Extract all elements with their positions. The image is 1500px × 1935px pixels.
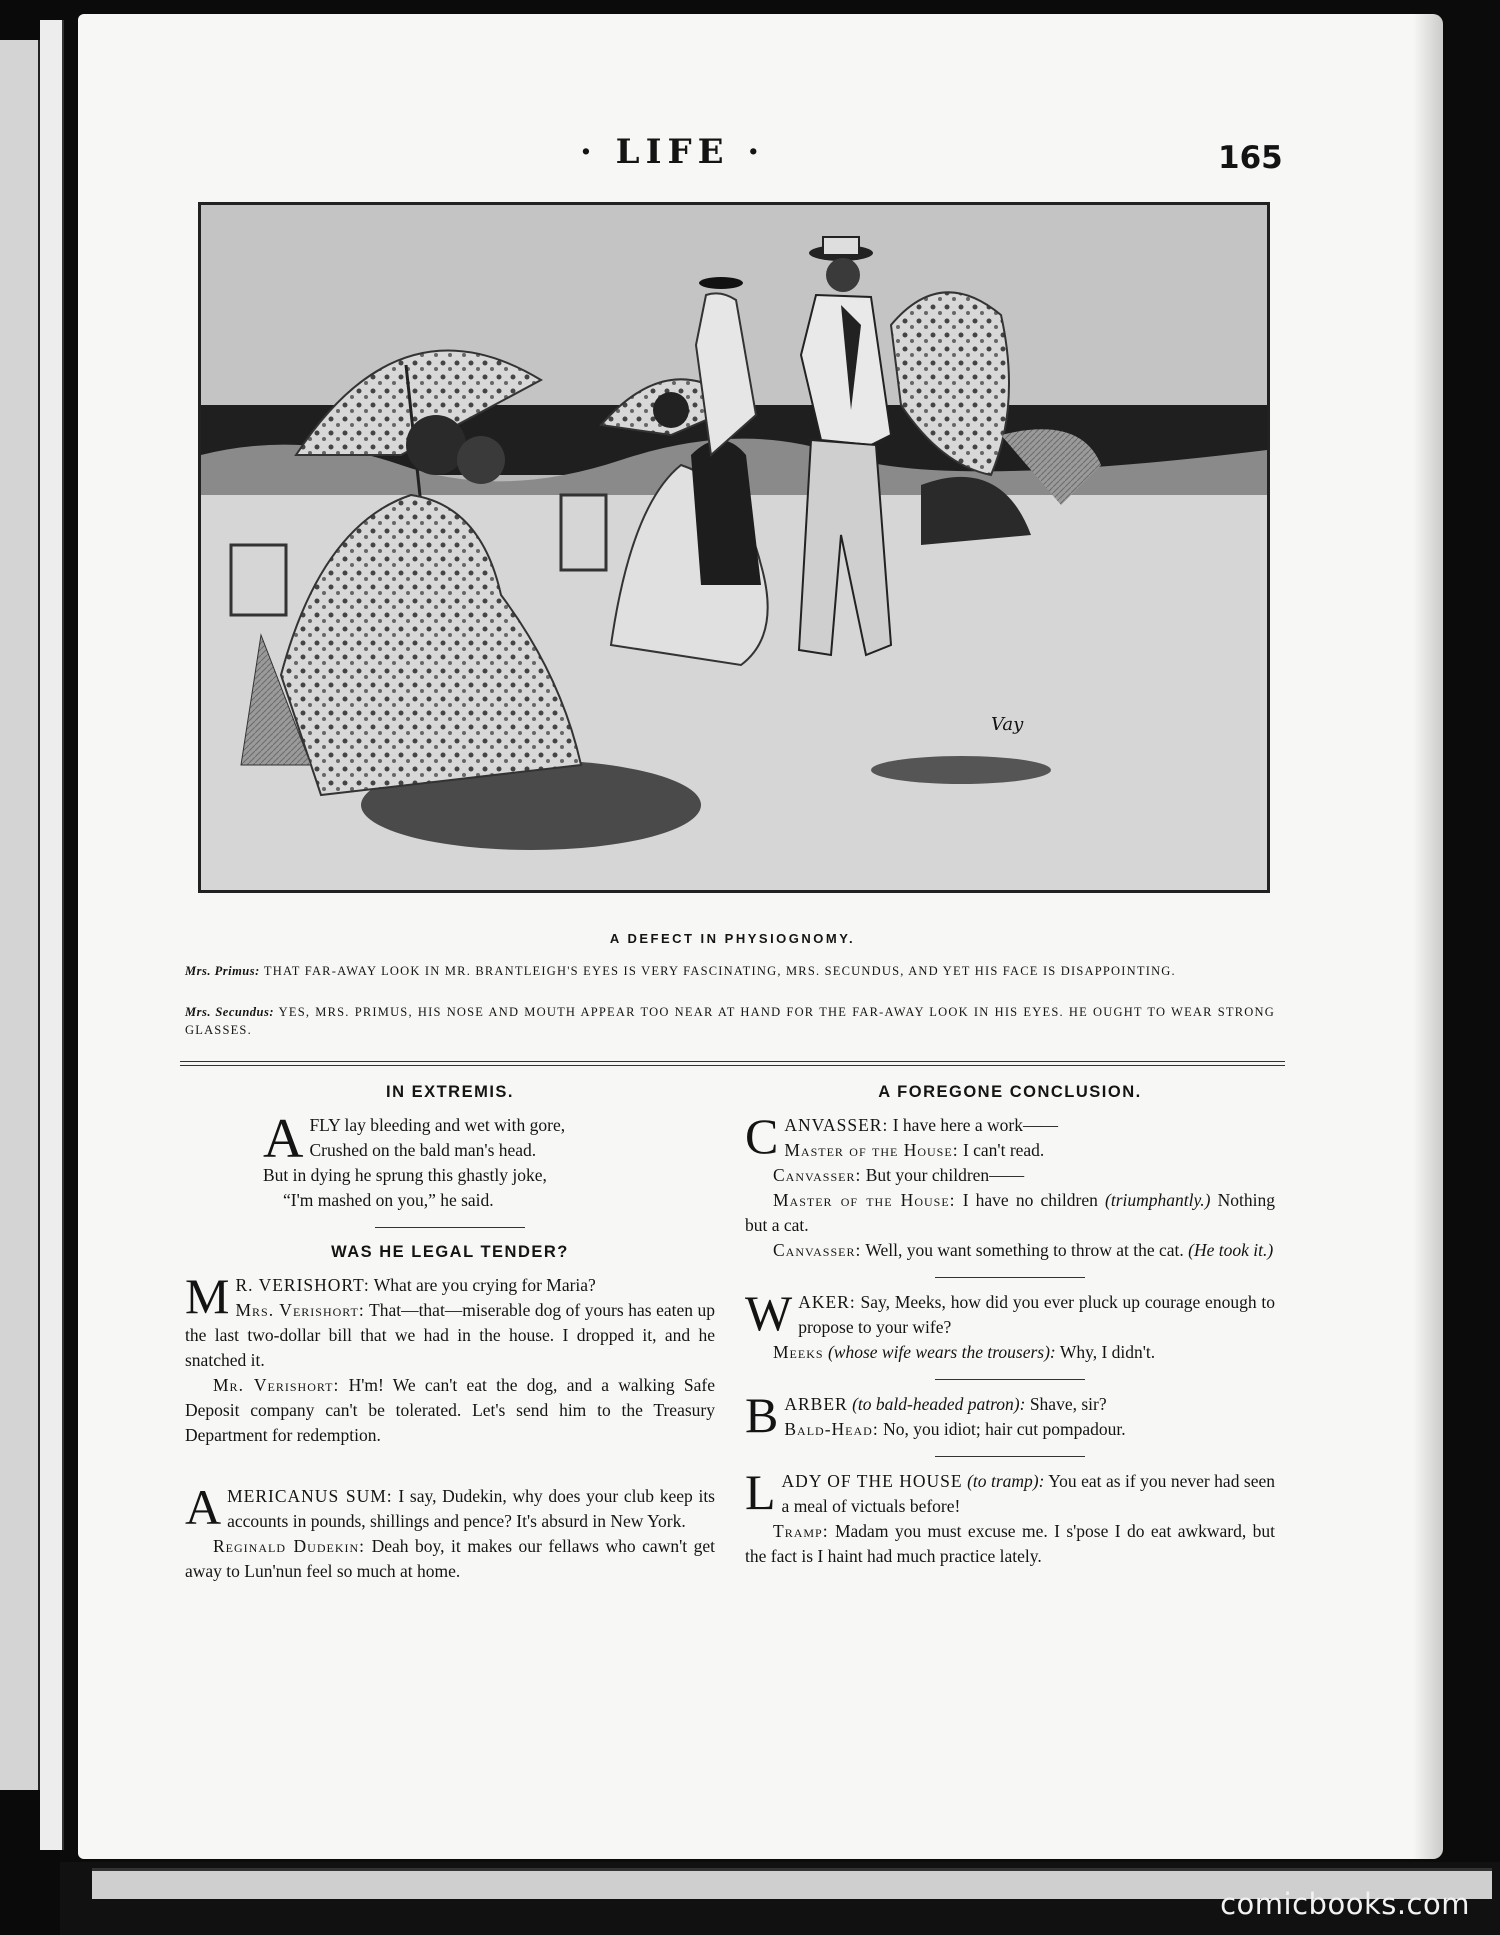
canvasser-speaker-3: Canvasser: bbox=[773, 1240, 862, 1260]
legal-speaker-1: R. VERISHORT: bbox=[235, 1275, 370, 1295]
previous-page-edge bbox=[0, 40, 41, 1790]
artist-signature: Vay bbox=[991, 714, 1024, 735]
master-speaker-2: Master of the House: bbox=[773, 1190, 956, 1210]
barber-paragraph bbox=[745, 1387, 1275, 1443]
caption-text-2: YES, MRS. PRIMUS, HIS NOSE AND MOUTH APPEAR TOO NEAR AT HAND FOR THE FAR-AWAY LOOK IN HIS EYES. HE OUGHT TO WEAR STRONG GLASSES. bbox=[185, 1005, 1275, 1037]
legal-text-2: That—that—miserable dog of yours has eaten up the last two-dollar bill that we had in the house. I dropped it, and he snatched it. bbox=[185, 1300, 716, 1370]
meeks-stage-direction: (whose wife wears the trousers): bbox=[827, 1342, 1056, 1362]
right-column bbox=[745, 1080, 1275, 1569]
poem-line-1: FLY lay bleeding and wet with gore, bbox=[309, 1115, 566, 1135]
poem-line-4: “I'm mashed on you,” he said. bbox=[283, 1190, 494, 1210]
poem-title: IN EXTREMIS. bbox=[385, 1083, 514, 1101]
lady-speaker: ADY OF THE HOUSE bbox=[781, 1471, 963, 1491]
section-rule bbox=[935, 1277, 1085, 1278]
waker-text: Say, Meeks, how did you ever pluck up courage enough to propose to your wife? bbox=[798, 1292, 1275, 1337]
master-stage-direction: (triumphantly.) bbox=[1105, 1190, 1211, 1210]
meeks-paragraph bbox=[745, 1340, 1275, 1365]
divider-rule-double bbox=[180, 1065, 1285, 1066]
canvasser-paragraph-3 bbox=[745, 1238, 1275, 1263]
bald-head-speaker: Bald-Head: bbox=[784, 1419, 879, 1439]
legal-text-1: What are you crying for Maria? bbox=[373, 1275, 596, 1295]
lady-drop-cap: L bbox=[745, 1464, 776, 1520]
tramp-speaker: Tramp: bbox=[773, 1521, 829, 1541]
legal-drop-cap: M bbox=[185, 1268, 230, 1324]
tramp-paragraph bbox=[745, 1519, 1275, 1569]
watermark: comicbooks.com bbox=[1220, 1887, 1470, 1921]
caption-speaker-1: Mrs. Primus: bbox=[185, 964, 260, 978]
master-text-1: I can't read. bbox=[962, 1140, 1045, 1160]
canvasser-text-2: But your children—— bbox=[865, 1165, 1025, 1185]
page-shadow bbox=[1413, 14, 1443, 1859]
poem-drop-cap: A bbox=[263, 1108, 304, 1170]
americanus-paragraph bbox=[185, 1479, 715, 1535]
dudekin-text: Deah boy, it makes our fellaws who cawn't get away to Lun'nun feel so much at home. bbox=[185, 1536, 716, 1581]
binding-edge bbox=[40, 20, 64, 1850]
canvasser-text-1: I have here a work—— bbox=[892, 1115, 1058, 1135]
americanus-speaker: MERICANUS SUM: bbox=[227, 1486, 393, 1506]
waker-drop-cap: W bbox=[745, 1285, 793, 1341]
legal-tender-title: WAS HE LEGAL TENDER? bbox=[331, 1243, 569, 1261]
section-rule bbox=[375, 1227, 525, 1228]
master-text-2a: I have no children bbox=[962, 1190, 1098, 1210]
caption-line-2 bbox=[185, 1003, 1275, 1039]
waker-paragraph bbox=[745, 1285, 1275, 1341]
canvasser-stage-direction: (He took it.) bbox=[1188, 1240, 1274, 1260]
tramp-text: Madam you must excuse me. I s'pose I do eat awkward, but the fact is I haint had much practice lately. bbox=[745, 1521, 1276, 1566]
master-text-2b: Nothing but a cat. bbox=[745, 1190, 1276, 1235]
barber-drop-cap: B bbox=[745, 1387, 779, 1443]
caption-title: A DEFECT IN PHYSIOGNOMY. bbox=[609, 931, 856, 946]
legal-speaker-3: Mr. Verishort: bbox=[213, 1375, 340, 1395]
waker-speaker: AKER: bbox=[798, 1292, 856, 1312]
meeks-text: Why, I didn't. bbox=[1059, 1342, 1156, 1362]
illustration-drawing bbox=[201, 205, 1267, 890]
legal-speaker-2: Mrs. Verishort: bbox=[235, 1300, 365, 1320]
legal-paragraph-3 bbox=[185, 1373, 715, 1448]
lady-text: You eat as if you never had seen a meal of victuals before! bbox=[781, 1471, 1276, 1516]
foregone-title: A FOREGONE CONCLUSION. bbox=[878, 1083, 1142, 1101]
lady-paragraph bbox=[745, 1464, 1276, 1520]
master-speaker-1: Master of the House: bbox=[784, 1140, 959, 1160]
cartoon-illustration bbox=[198, 202, 1270, 893]
lady-stage-direction: (to tramp): bbox=[967, 1471, 1045, 1491]
divider-rule bbox=[180, 1061, 1285, 1062]
caption-speaker-2: Mrs. Secundus: bbox=[185, 1005, 275, 1019]
barber-text: Shave, sir? bbox=[1029, 1394, 1107, 1414]
section-rule bbox=[935, 1379, 1085, 1380]
master-paragraph-2 bbox=[745, 1188, 1275, 1238]
page-number: 165 bbox=[1218, 140, 1283, 176]
legal-paragraph-1 bbox=[185, 1268, 716, 1373]
barber-stage-direction: (to bald-headed patron): bbox=[852, 1394, 1026, 1414]
canvasser-paragraph-1 bbox=[745, 1108, 1275, 1164]
left-column bbox=[185, 1080, 715, 1584]
legal-text-3: H'm! We can't eat the dog, and a walking Safe Deposit company can't be tolerated. Let's send him to the Treasury Department for redemption. bbox=[185, 1375, 715, 1445]
meeks-speaker: Meeks bbox=[773, 1342, 824, 1362]
canvasser-text-3: Well, you want something to throw at the cat. bbox=[865, 1240, 1184, 1260]
canvasser-speaker-2: Canvasser: bbox=[773, 1165, 862, 1185]
caption-text-1: THAT FAR-AWAY LOOK IN MR. BRANTLEIGH'S EYES IS VERY FASCINATING, MRS. SECUNDUS, AND YET HIS FACE IS DISAPPOINTING. bbox=[263, 964, 1176, 978]
barber-speaker: ARBER bbox=[784, 1394, 848, 1414]
dudekin-speaker: Reginald Dudekin: bbox=[213, 1536, 366, 1556]
section-rule bbox=[935, 1456, 1085, 1457]
canvasser-paragraph-2 bbox=[745, 1163, 1275, 1188]
americanus-drop-cap: A bbox=[185, 1479, 222, 1535]
poem-line-2: Crushed on the bald man's head. bbox=[309, 1140, 537, 1160]
poem-line-3: But in dying he sprung this ghastly joke, bbox=[263, 1165, 547, 1185]
caption-line-1 bbox=[185, 962, 1275, 980]
dudekin-paragraph bbox=[185, 1534, 715, 1584]
bald-head-text: No, you idiot; hair cut pompadour. bbox=[883, 1419, 1126, 1439]
poem bbox=[263, 1108, 715, 1213]
americanus-text: I say, Dudekin, why does your club keep its accounts in pounds, shillings and pence? It's absurd in New York. bbox=[227, 1486, 715, 1531]
canvasser-speaker-1: ANVASSER: bbox=[784, 1115, 889, 1135]
masthead: · LIFE · bbox=[580, 132, 766, 172]
canvasser-drop-cap: C bbox=[745, 1108, 779, 1164]
